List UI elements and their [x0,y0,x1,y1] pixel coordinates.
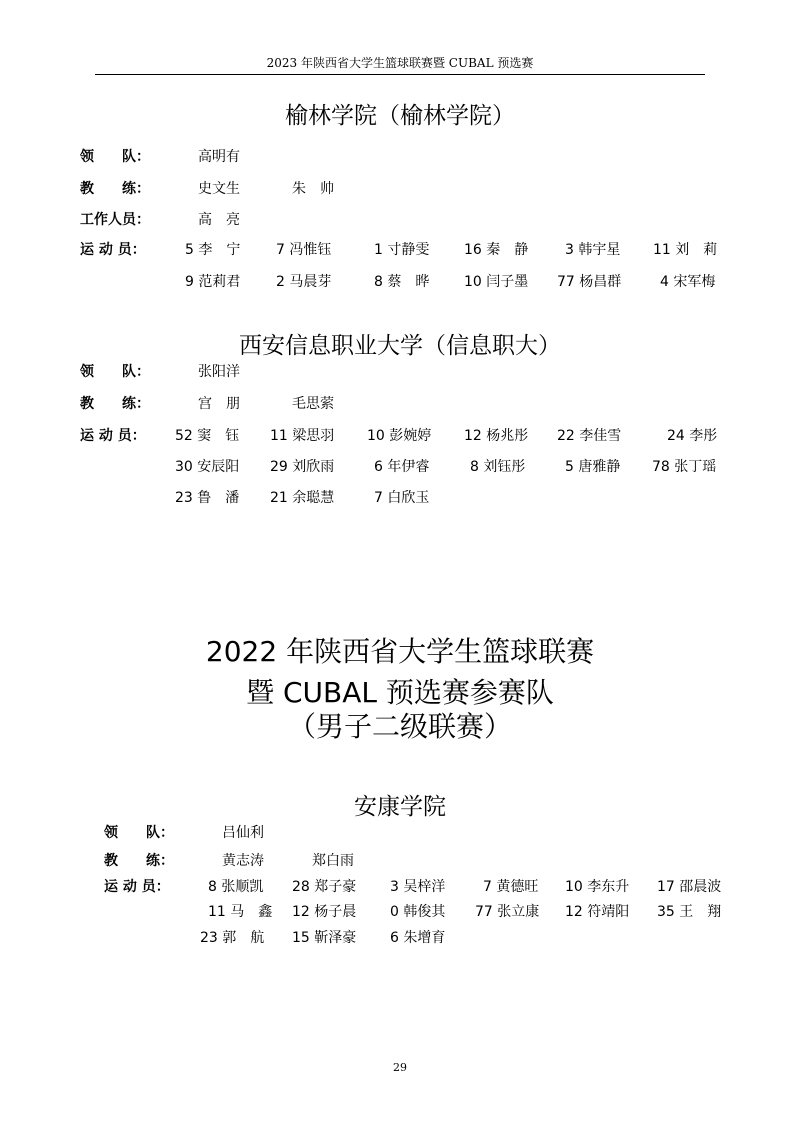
player-entry: 4 宋军梅 [660,274,716,290]
player-entry: 0 韩俊其 [390,904,446,920]
player-entry: 29 刘欣雨 [270,459,335,475]
leader-name: 吕仙利 [222,825,264,841]
player-entry: 15 靳泽豪 [292,930,357,946]
player-entry: 23 鲁 潘 [175,490,240,506]
player-entry: 52 窦 钰 [175,428,240,444]
player-entry: 21 余聪慧 [270,490,335,506]
player-entry: 22 李佳雪 [557,428,622,444]
player-entry: 6 年伊睿 [374,459,430,475]
player-entry: 77 张立康 [475,904,540,920]
player-entry: 3 韩宇星 [565,242,621,258]
player-entry: 10 彭婉婷 [367,428,432,444]
player-entry: 10 李东升 [565,879,630,895]
player-entry: 35 王 翔 [657,904,722,920]
team-title-ankang: 安康学院 [354,794,446,820]
staff-name: 高 亮 [198,212,240,228]
page-header: 2023 年陕西省大学生篮球联赛暨 CUBAL 预选赛 [266,56,534,70]
player-entry: 8 蔡 晔 [374,274,430,290]
player-entry: 28 郑子豪 [292,879,357,895]
leader-label: 领 队： [80,364,150,380]
players-label: 运 动 员： [80,428,146,444]
leader-name: 张阳洋 [198,364,240,380]
player-entry: 8 刘钰彤 [470,459,526,475]
team-title-yulin: 榆林学院（榆林学院） [285,103,515,129]
player-entry: 2 马晨芽 [276,274,332,290]
player-entry: 12 杨兆彤 [464,428,529,444]
coach-name: 史文生 [198,181,240,197]
player-entry: 5 李 宁 [185,242,241,258]
player-entry: 11 刘 莉 [653,242,718,258]
section-title-line2: 暨 CUBAL 预选赛参赛队 [246,676,554,709]
page-number: 29 [393,1061,407,1074]
leader-name: 高明有 [198,149,240,165]
leader-label: 领 队： [80,149,150,165]
coach-name: 朱 帅 [292,181,334,197]
player-entry: 9 范莉君 [185,274,241,290]
players-label: 运 动 员： [80,242,146,258]
section-title-line1: 2022 年陕西省大学生篮球联赛 [205,635,595,668]
player-entry: 10 闫子墨 [464,274,529,290]
coach-label: 教 练： [104,853,174,869]
header-divider [95,74,705,75]
player-entry: 11 马 鑫 [208,904,273,920]
player-entry: 5 唐雅静 [565,459,621,475]
player-entry: 24 李彤 [667,428,718,444]
coach-label: 教 练： [80,396,150,412]
player-entry: 1 寸静雯 [374,242,430,258]
player-entry: 17 邵晨波 [657,879,722,895]
player-entry: 7 黄德旺 [483,879,539,895]
coach-name: 毛思萦 [292,396,334,412]
coach-name: 郑白雨 [312,853,354,869]
player-entry: 12 杨子晨 [292,904,357,920]
player-entry: 30 安辰阳 [175,459,240,475]
leader-label: 领 队： [104,825,174,841]
team-title-xian-info: 西安信息职业大学（信息职大） [239,333,561,359]
player-entry: 16 秦 静 [464,242,529,258]
player-entry: 12 符靖阳 [565,904,630,920]
coach-name: 黄志涛 [222,853,264,869]
section-title-line3: （男子二级联赛） [287,710,512,743]
players-label: 运 动 员： [104,879,170,895]
player-entry: 78 张丁瑶 [652,459,717,475]
player-entry: 6 朱增育 [390,930,446,946]
player-entry: 77 杨昌群 [557,274,622,290]
player-entry: 8 张顺凯 [208,879,264,895]
player-entry: 7 白欣玉 [374,490,430,506]
coach-label: 教 练： [80,181,150,197]
player-entry: 7 冯惟钰 [276,242,332,258]
player-entry: 23 郭 航 [200,930,265,946]
player-entry: 3 吴梓洋 [390,879,446,895]
player-entry: 11 梁思羽 [270,428,335,444]
coach-name: 宫 朋 [198,396,240,412]
staff-label: 工作人员： [80,212,150,228]
